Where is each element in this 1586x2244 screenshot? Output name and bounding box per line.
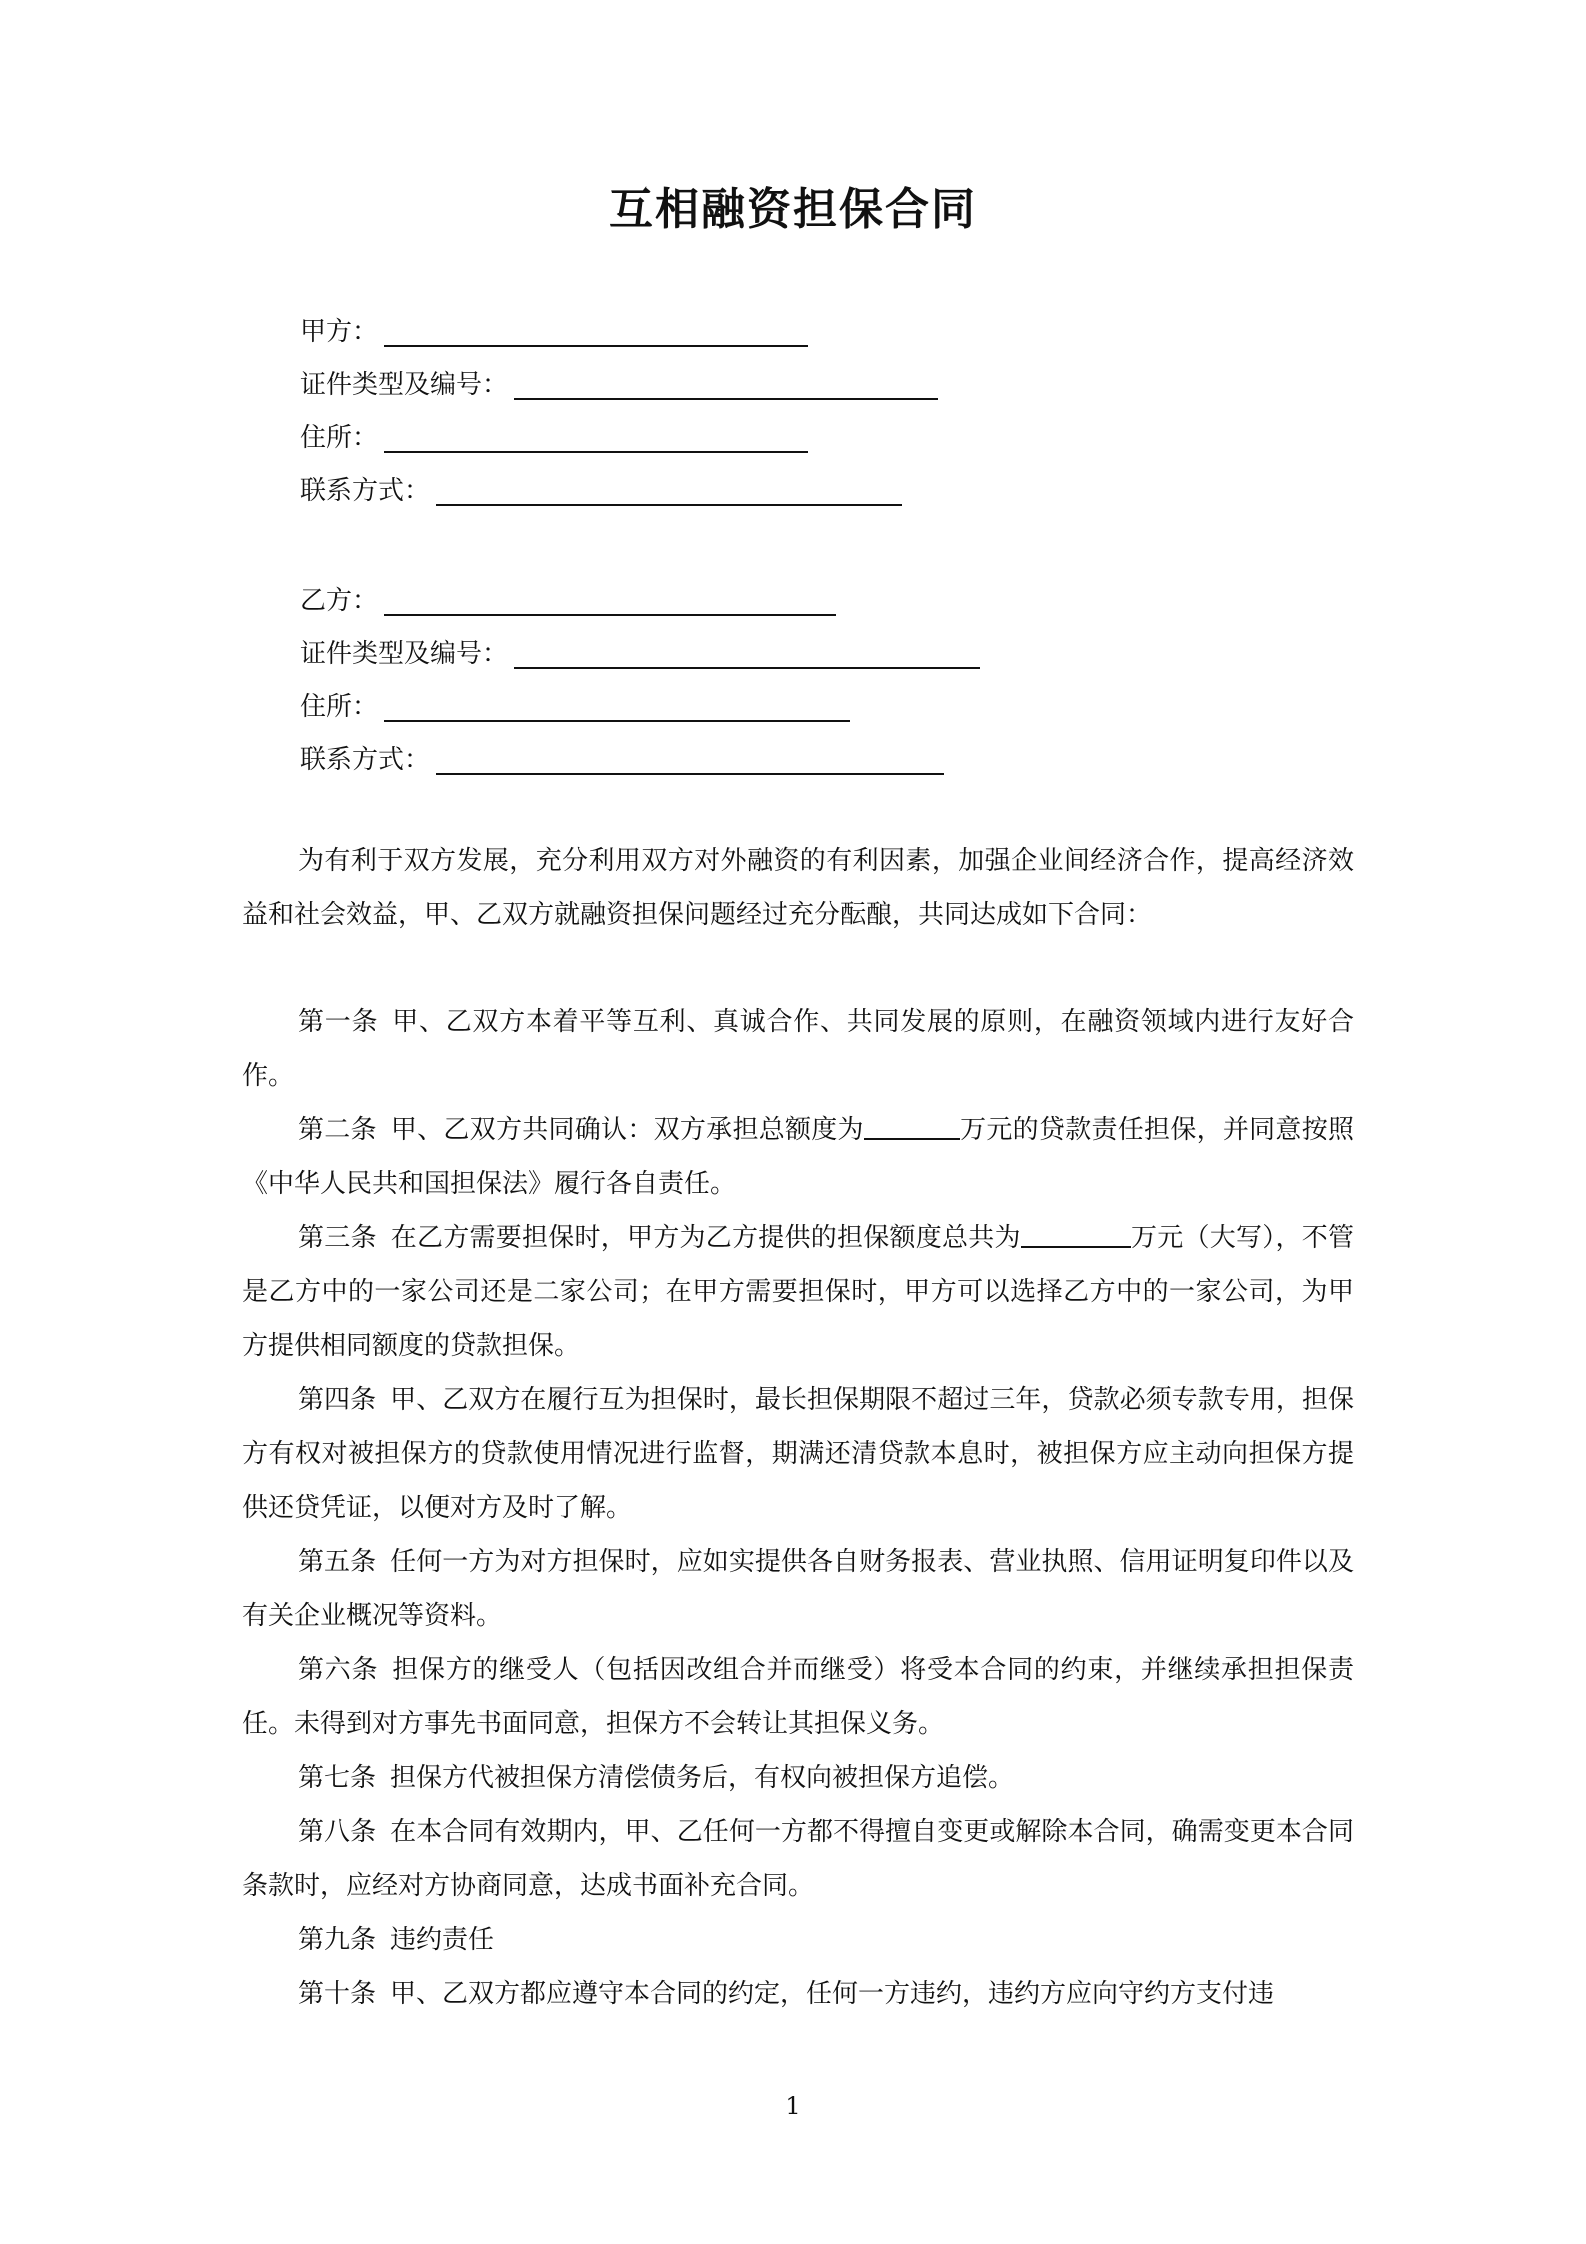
article-9-number: 第九条	[298, 1925, 377, 1955]
article-8	[242, 1805, 1354, 1913]
article-1-text: 甲、乙双方本着平等互利、真诚合作、共同发展的原则，在融资领域内进行友好合作。	[242, 1007, 1354, 1091]
party-b-address-blank	[384, 690, 850, 722]
party-b-contact-row	[300, 724, 980, 777]
party-a-name-label: 甲方：	[300, 317, 379, 347]
article-7-number: 第七条	[298, 1763, 377, 1793]
article-3-amount-blank	[1021, 1216, 1131, 1248]
article-2-number: 第二条	[298, 1115, 377, 1145]
party-b-name-blank	[384, 584, 836, 616]
article-4-number: 第四条	[298, 1385, 377, 1415]
party-a-contact-blank	[436, 474, 902, 506]
article-4	[242, 1373, 1354, 1535]
party-b-id-blank	[514, 637, 980, 669]
party-a-address-blank	[384, 421, 808, 453]
party-b-contact-blank	[436, 743, 944, 775]
article-2	[242, 1103, 1354, 1211]
party-b-block	[300, 565, 980, 777]
article-3-number: 第三条	[298, 1223, 377, 1253]
article-5-text: 任何一方为对方担保时，应如实提供各自财务报表、营业执照、信用证明复印件以及有关企业概况等资料。	[242, 1547, 1354, 1631]
party-a-address-label: 住所：	[300, 423, 379, 453]
preamble-paragraph: 为有利于双方发展，充分利用双方对外融资的有利因素，加强企业间经济合作，提高经济效益和社会效益，甲、乙双方就融资担保问题经过充分酝酿，共同达成如下合同：	[242, 846, 1354, 930]
party-b-id-label: 证件类型及编号：	[300, 639, 509, 669]
articles-block	[242, 995, 1354, 2021]
party-a-name-row	[300, 296, 938, 349]
article-1-number: 第一条	[298, 1007, 379, 1037]
party-a-contact-row	[300, 455, 938, 508]
article-3-text-before: 在乙方需要担保时，甲方为乙方提供的担保额度总共为	[390, 1223, 1021, 1253]
article-6-text: 担保方的继受人（包括因改组合并而继受）将受本合同的约束，并继续承担担保责任。未得到对方事先书面同意，担保方不会转让其担保义务。	[242, 1655, 1354, 1739]
article-8-number: 第八条	[298, 1817, 377, 1847]
article-5-number: 第五条	[298, 1547, 377, 1577]
article-10	[242, 1967, 1354, 2021]
party-a-id-label: 证件类型及编号：	[300, 370, 509, 400]
party-a-block	[300, 296, 938, 508]
article-9-text: 违约责任	[390, 1925, 495, 1955]
party-a-name-blank	[384, 315, 808, 347]
article-7	[242, 1751, 1354, 1805]
party-b-name-row	[300, 565, 980, 618]
article-8-text: 在本合同有效期内，甲、乙任何一方都不得擅自变更或解除本合同，确需变更本合同条款时，应经对方协商同意，达成书面补充合同。	[242, 1817, 1354, 1901]
party-a-id-row	[300, 349, 938, 402]
party-b-address-row	[300, 671, 980, 724]
party-a-contact-label: 联系方式：	[300, 476, 431, 506]
article-4-text: 甲、乙双方在履行互为担保时，最长担保期限不超过三年，贷款必须专款专用，担保方有权对被担保方的贷款使用情况进行监督，期满还清贷款本息时，被担保方应主动向担保方提供还贷凭证，以便对方及时了解。	[242, 1385, 1354, 1523]
article-3-text-after: 万元（大写），不管是乙方中的一家公司还是二家公司；在甲方需要担保时，甲方可以选择乙方中的一家公司，为甲方提供相同额度的贷款担保。	[242, 1223, 1354, 1361]
party-b-name-label: 乙方：	[300, 586, 379, 616]
article-9	[242, 1913, 1354, 1967]
article-6	[242, 1643, 1354, 1751]
article-3	[242, 1211, 1354, 1373]
preamble-block	[242, 834, 1354, 942]
party-a-address-row	[300, 402, 938, 455]
article-7-text: 担保方代被担保方清偿债务后，有权向被担保方追偿。	[390, 1763, 1015, 1793]
article-10-text: 甲、乙双方都应遵守本合同的约定，任何一方违约，违约方应向守约方支付违	[390, 1979, 1275, 2009]
party-b-address-label: 住所：	[300, 692, 379, 722]
party-b-id-row	[300, 618, 980, 671]
page-number: 1	[785, 2092, 801, 2120]
article-2-text-after: 万元的贷款责任担保，并同意按照《中华人民共和国担保法》履行各自责任。	[242, 1115, 1354, 1199]
article-5	[242, 1535, 1354, 1643]
document-title: 互相融资担保合同	[609, 184, 977, 235]
article-10-number: 第十条	[298, 1979, 377, 2009]
party-b-contact-label: 联系方式：	[300, 745, 431, 775]
article-2-text-before: 甲、乙双方共同确认：双方承担总额度为	[390, 1115, 864, 1145]
article-6-number: 第六条	[298, 1655, 379, 1685]
article-1	[242, 995, 1354, 1103]
party-a-id-blank	[514, 368, 938, 400]
article-2-amount-blank	[864, 1108, 960, 1140]
